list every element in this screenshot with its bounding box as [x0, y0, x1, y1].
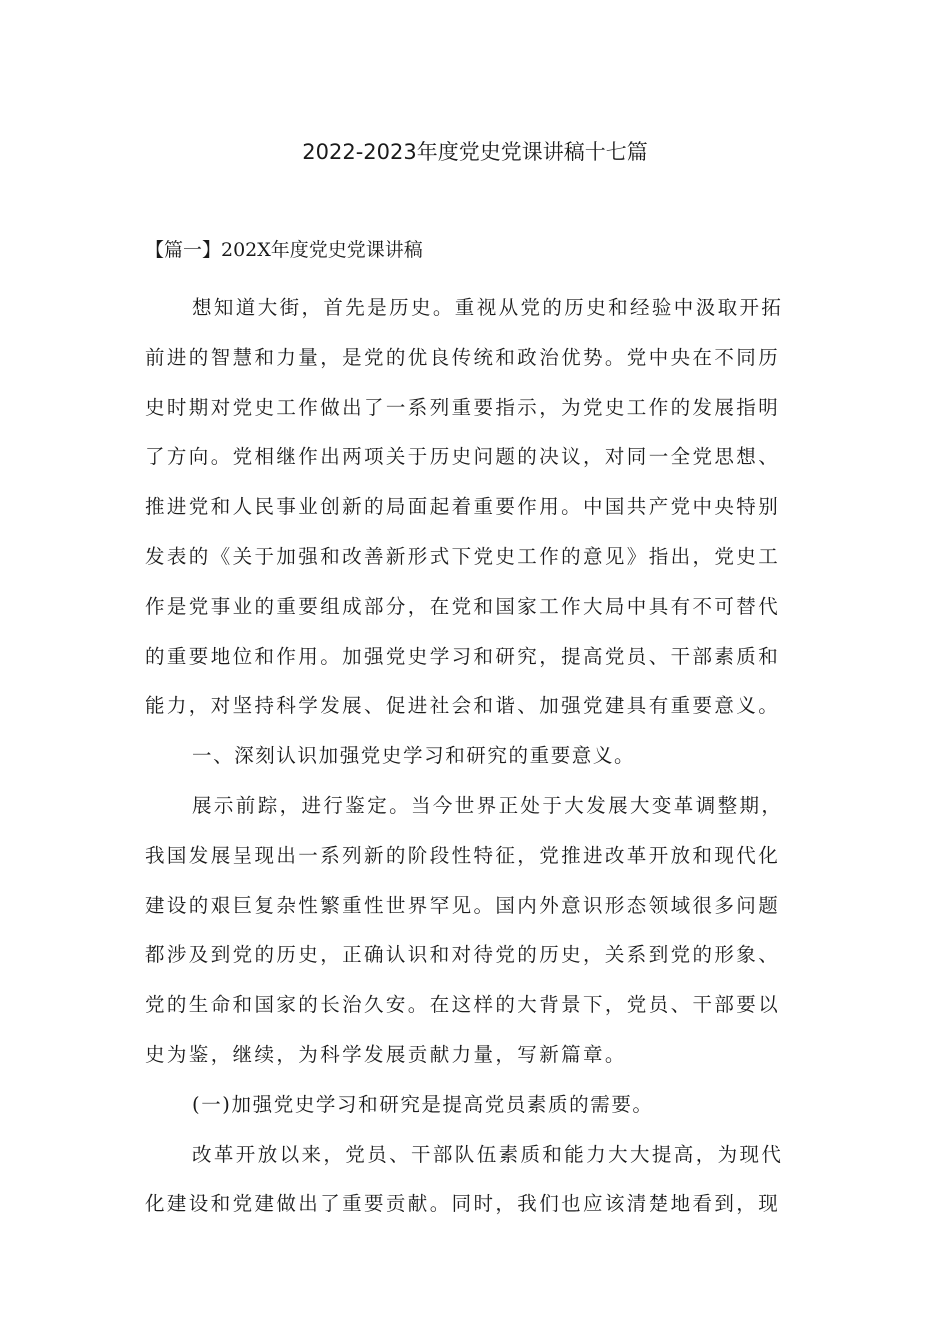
paragraph-line: 发表的《关于加强和改善新形式下党史工作的意见》指出，党史工	[145, 544, 781, 568]
paragraph-line: 建设的艰巨复杂性繁重性世界罕见。国内外意识形态领域很多问题	[145, 893, 781, 917]
paragraph-line: 都涉及到党的历史，正确认识和对待党的历史，关系到党的形象、	[145, 943, 781, 967]
paragraph-line: 的重要地位和作用。加强党史学习和研究，提高党员、干部素质和	[145, 644, 781, 668]
document-body	[145, 283, 805, 1229]
paragraph-line: 我国发展呈现出一系列新的阶段性特征，党推进改革开放和现代化	[145, 843, 781, 867]
paragraph-line: 前进的智慧和力量，是党的优良传统和政治优势。党中央在不同历	[145, 345, 781, 369]
paragraph-line: 史为鉴，继续，为科学发展贡献力量，写新篇章。	[145, 1042, 627, 1066]
paragraph-line: 想知道大街，首先是历史。重视从党的历史和经验中汲取开拓	[192, 296, 784, 319]
document-title: 2022-2023年度党史党课讲稿十七篇	[302, 140, 648, 164]
section-heading: 【篇一】202X年度党史党课讲稿	[145, 239, 423, 261]
subsection-heading: (一)加强党史学习和研究是提高党员素质的需要。	[192, 1092, 654, 1116]
paragraph-line: 党的生命和国家的长治久安。在这样的大背景下，党员、干部要以	[145, 993, 781, 1017]
paragraph-line: 化建设和党建做出了重要贡献。同时，我们也应该清楚地看到，现	[145, 1192, 781, 1216]
paragraph-line: 史时期对党史工作做出了一系列重要指示，为党史工作的发展指明	[145, 395, 781, 419]
paragraph-line: 改革开放以来，党员、干部队伍素质和能力大大提高，为现代	[192, 1142, 784, 1166]
paragraph-line: 了方向。党相继作出两项关于历史问题的决议，对同一全党思想、	[145, 445, 781, 469]
subsection-heading: 一、深刻认识加强党史学习和研究的重要意义。	[192, 744, 636, 768]
paragraph-line: 展示前踪，进行鉴定。当今世界正处于大发展大变革调整期，	[192, 793, 784, 817]
paragraph-line: 推进党和人民事业创新的局面起着重要作用。中国共产党中央特别	[145, 495, 781, 519]
paragraph-line: 作是党事业的重要组成部分，在党和国家工作大局中具有不可替代	[145, 594, 781, 618]
paragraph-line: 能力，对坚持科学发展、促进社会和谐、加强党建具有重要意义。	[145, 694, 781, 718]
